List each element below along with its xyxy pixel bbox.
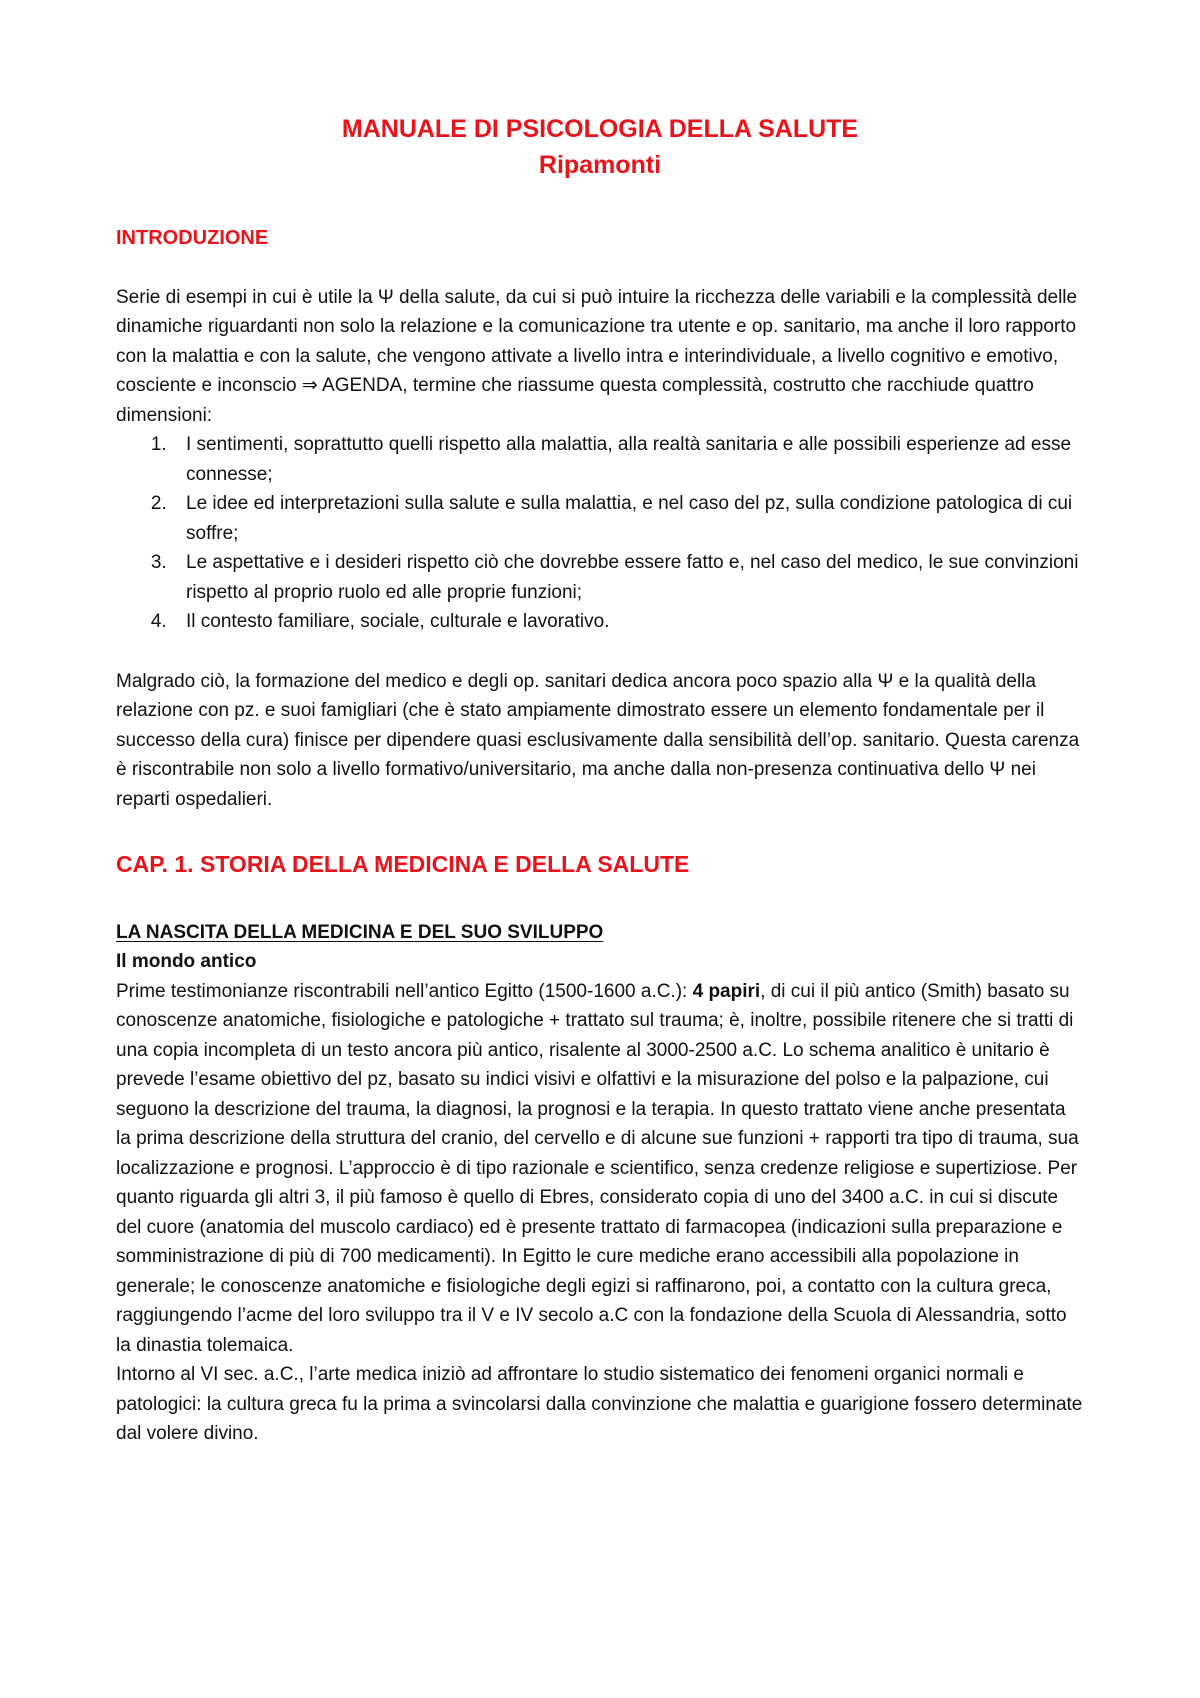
paragraph-text: Prime testimonianze riscontrabili nell’antico Egitto (1500-1600 a.C.): — [116, 980, 693, 1002]
egypt-paragraph — [116, 977, 1084, 1361]
intro-paragraph: Serie di esempi in cui è utile la Ψ della salute, da cui si può intuire la ricchezza delle variabili e la complessità delle dinamiche riguardanti non solo la relazione e la comunicazione tra utente e op. sanitario, ma anche il loro rapporto con la malattia e con la salute, che vengono attivate a livello intra e interindividuale, a livello cognitivo e emotivo, cosciente e inconscio ⇒ AGENDA, termine che riassume questa complessità, costrutto che racchiude quattro dimensioni: — [116, 286, 1078, 426]
dimensions-list — [116, 430, 1084, 637]
list-item: 3. Le aspettative e i desideri rispetto ciò che dovrebbe essere fatto e, nel caso del medico, le sue convinzioni rispetto al proprio ruolo ed alle proprie funzioni; — [172, 548, 1084, 607]
subsection-heading: Il mondo antico — [116, 951, 257, 972]
paragraph-text: , di cui il più antico (Smith) basato su conoscenze anatomiche, fisiologiche e patologiche + trattato sul trauma; è, inoltre, possibile ritenere che si tratti di una copia incompleta di un testo ancora più antico, risalente al 3000-2500 a.C. Lo schema analitico è unitario è prevede l’esame obiettivo del pz, basato su indici visivi e olfattivi e la misurazione del polso e la palpazione, cui seguono la descrizione del trauma, la diagnosi, la prognosi e la terapia. In questo trattato viene anche presentata la prima descrizione della struttura del cranio, del cervello e di alcune sue funzioni + rapporti tra tipo di trauma, sua localizzazione e prognosi. L’approccio è di tipo razionale e scientifico, senza credenze religiose e supertiziose. Per quanto riguarda gli altri 3, il più famoso è quello di Ebres, considerato copia di uno del 3400 a.C. in cui si discute del cuore (anatomia del muscolo cardiaco) ed è presente trattato di farmacopea (indicazioni sulla preparazione e somministrazione di più di 700 medicamenti). In Egitto le cure mediche erano accessibili alla popolazione in generale; le conoscenze anatomiche e fisiologiche degli egizi si raffinarono, poi, a contatto con la cultura greca, raggiungendo l’acme del loro sviluppo tra il V e IV secolo a.C con la fondazione della Scuola di Alessandria, sotto la dinastia tolemaica. — [116, 980, 1079, 1356]
section-heading: LA NASCITA DELLA MEDICINA E DEL SUO SVILUPPO — [116, 921, 604, 943]
greek-paragraph: Intorno al VI sec. a.C., l’arte medica iniziò ad affrontare lo studio sistematico dei fenomeni organici normali e patologici: la cultura greca fu la prima a svincolarsi dalla convinzione che malattia e guarigione fossero determinate dal volere divino. — [116, 1364, 1083, 1444]
document-title: MANUALE DI PSICOLOGIA DELLA SALUTE — [341, 115, 859, 143]
document-author: Ripamonti — [538, 151, 662, 179]
intro-heading: INTRODUZIONE — [116, 227, 269, 249]
intro-paragraph-2: Malgrado ciò, la formazione del medico e degli op. sanitari dedica ancora poco spazio alla Ψ e la qualità della relazione con pz. e suoi famigliari (che è stato ampiamente dimostrato essere un elemento fondamentale per il successo della cura) finisce per dipendere quasi esclusivamente dalla sensibilità dell’op. sanitario. Questa carenza è riscontrabile non solo a livello formativo/universitario, ma anche dalla non-presenza continuativa dello Ψ nei reparti ospedalieri. — [116, 670, 1080, 810]
list-item: 4. Il contesto familiare, sociale, culturale e lavorativo. — [172, 607, 1084, 637]
paragraph-emphasis: 4 papiri — [692, 980, 761, 1002]
chapter-heading: CAP. 1. STORIA DELLA MEDICINA E DELLA SALUTE — [116, 851, 690, 877]
list-item: 1. I sentimenti, soprattutto quelli rispetto alla malattia, alla realtà sanitaria e alle possibili esperienze ad esse connesse; — [172, 430, 1084, 489]
list-item: 2. Le idee ed interpretazioni sulla salute e sulla malattia, e nel caso del pz, sulla condizione patologica di cui soffre; — [172, 489, 1084, 548]
